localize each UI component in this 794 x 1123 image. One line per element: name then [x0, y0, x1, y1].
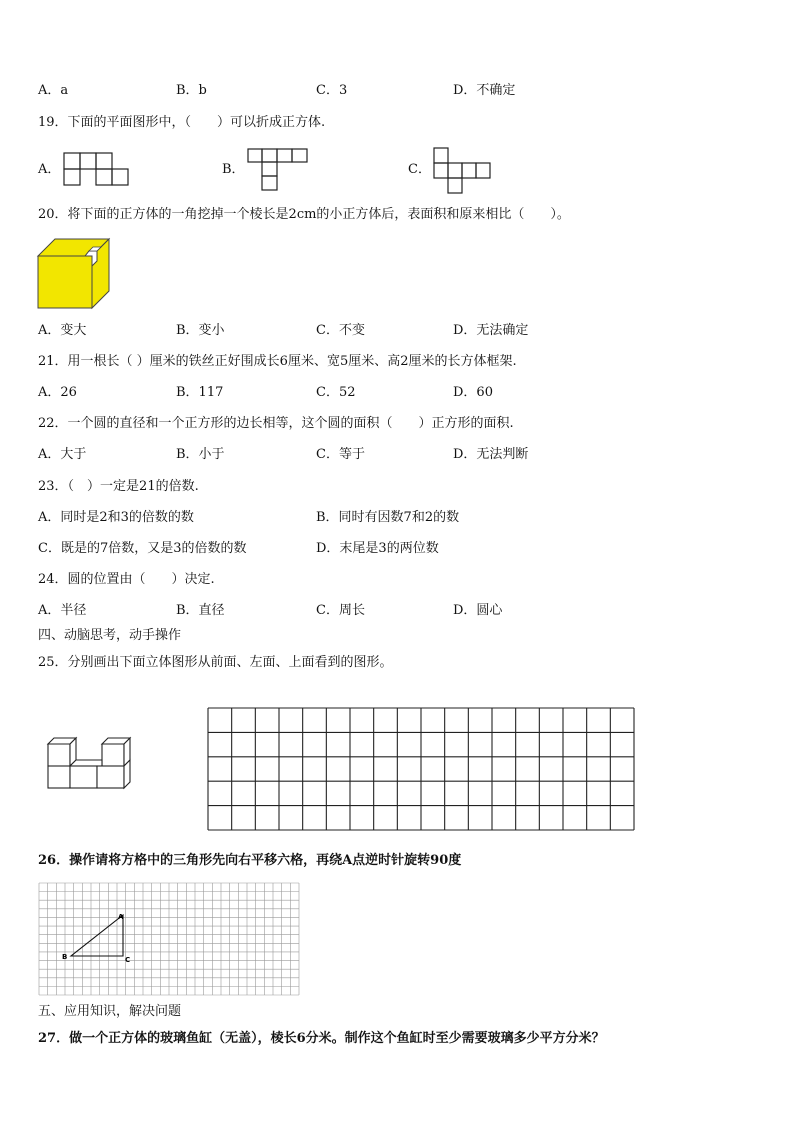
net-a-figure[interactable]: [63, 152, 131, 188]
point-b-label: B: [62, 953, 68, 961]
q25-stem: 25．分别画出下面立体图形从前面、左面、上面看到的图形。: [38, 655, 393, 670]
q26-stem: 26．操作请将方格中的三角形先向右平移六格，再绕A点逆时针旋转90度: [38, 853, 462, 868]
point-a-label: A: [118, 913, 124, 921]
drawing-grid[interactable]: [207, 707, 635, 831]
cube-with-corner-removed: [37, 238, 112, 310]
q21-option-b[interactable]: B．117: [176, 385, 224, 400]
block-solid-figure: [46, 730, 136, 796]
q18-option-b[interactable]: B．b: [176, 83, 207, 98]
q22-option-a[interactable]: A．大于: [38, 447, 87, 462]
q21-option-d[interactable]: D．60: [453, 385, 493, 400]
q21-option-a[interactable]: A．26: [38, 385, 77, 400]
q18-option-c[interactable]: C．3: [316, 83, 348, 98]
q20-option-c[interactable]: C．不变: [316, 323, 365, 338]
q19-label-a[interactable]: A．: [38, 162, 61, 177]
q21-stem: 21．用一根长（ ）厘米的铁丝正好围成长6厘米、宽5厘米、高2厘米的长方体框架.: [38, 354, 517, 369]
q23-stem: 23．（ ）一定是21的倍数.: [38, 479, 199, 494]
q24-stem: 24．圆的位置由（ ）决定.: [38, 572, 215, 587]
q22-option-c[interactable]: C．等于: [316, 447, 365, 462]
q19-stem: 19．下面的平面图形中，（ ）可以折成正方体.: [38, 115, 326, 130]
q24-option-a[interactable]: A．半径: [38, 603, 87, 618]
q24-option-d[interactable]: D．圆心: [453, 603, 503, 618]
point-c-label: C: [125, 956, 131, 964]
section-5-title: 五、应用知识，解决问题: [38, 1004, 182, 1019]
q24-option-b[interactable]: B．直径: [176, 603, 225, 618]
q19-label-c[interactable]: C．: [408, 162, 431, 177]
q23-option-c[interactable]: C．既是的7倍数，又是3的倍数的数: [38, 541, 247, 556]
q23-option-b[interactable]: B．同时有因数7和2的数: [316, 510, 460, 525]
q20-stem: 20．将下面的正方体的一角挖掉一个棱长是2cm的小正方体后，表面积和原来相比（ ）。: [38, 207, 570, 222]
q21-option-c[interactable]: C．52: [316, 385, 356, 400]
q18-option-d[interactable]: D．不确定: [453, 83, 516, 98]
q20-option-b[interactable]: B．变小: [176, 323, 225, 338]
q19-label-b[interactable]: B．: [222, 162, 245, 177]
q20-option-d[interactable]: D．无法确定: [453, 323, 529, 338]
net-b-figure[interactable]: [247, 148, 311, 192]
q23-option-d[interactable]: D．末尾是3的两位数: [316, 541, 439, 556]
q22-option-d[interactable]: D．无法判断: [453, 447, 529, 462]
q27-stem: 27．做一个正方体的玻璃鱼缸（无盖），棱长6分米。制作这个鱼缸时至少需要玻璃多少平方分米？: [38, 1031, 605, 1046]
net-c-figure[interactable]: [433, 147, 495, 195]
q24-option-c[interactable]: C．周长: [316, 603, 365, 618]
q22-option-b[interactable]: B．小于: [176, 447, 225, 462]
q22-stem: 22．一个圆的直径和一个正方形的边长相等，这个圆的面积（ ）正方形的面积.: [38, 416, 514, 431]
q20-option-a[interactable]: A．变大: [38, 323, 87, 338]
triangle-grid[interactable]: [38, 882, 300, 996]
q23-option-a[interactable]: A．同时是2和3的倍数的数: [38, 510, 194, 525]
q18-option-a[interactable]: A．a: [38, 83, 69, 98]
triangle-abc[interactable]: [71, 915, 123, 956]
section-4-title: 四、动脑思考，动手操作: [38, 628, 182, 643]
